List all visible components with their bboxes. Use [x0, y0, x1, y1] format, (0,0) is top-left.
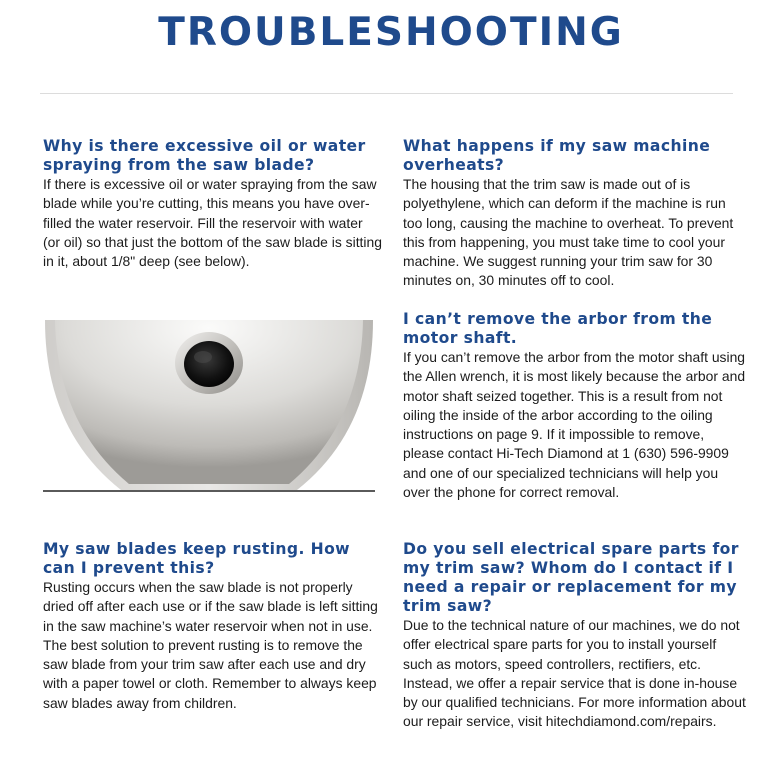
- page-title: TROUBLESHOOTING: [158, 10, 624, 55]
- faq-item-oil-spray: [43, 137, 383, 271]
- faq-question: My saw blades keep rusting. How can I prevent this?: [43, 540, 350, 577]
- saw-blade-photo: [43, 320, 375, 494]
- title-divider: [40, 93, 733, 94]
- faq-answer: Due to the technical nature of our machines, we do not offer electrical spare parts for you to install yourself such as motors, speed controllers, rectifiers, etc. Instead, we offer a repair service that is done in-house by our qualified technicians. For more information about our repair service, visit hitechdiamond.com/repairs.: [403, 617, 746, 730]
- faq-answer: If there is excessive oil or water spraying from the saw blade while you’re cutting, this means you have over-filled the water reservoir. Fill the reservoir with water (or oil) so that just the bottom of the saw blade is sitting in it, about 1/8" deep (see below).: [43, 176, 382, 270]
- faq-question: I can’t remove the arbor from the motor shaft.: [403, 310, 713, 347]
- faq-item-overheat: [403, 137, 748, 291]
- faq-item-rusting: [43, 540, 383, 713]
- faq-answer: The housing that the trim saw is made out of is polyethylene, which can deform if the machine is run too long, causing the machine to overheat. To prevent this from happening, you must take time to cool your machine. We suggest running your trim saw for 30 minutes on, 30 minutes off to cool.: [403, 176, 734, 289]
- faq-answer: Rusting occurs when the saw blade is not properly dried off after each use or if the saw blade is left sitting in the saw machine’s water reservoir when not in use. The best solution to prevent rusting is to remove the saw blade from your trim saw after each use and dry with a paper towel or cloth. Remember to always keep saw blades away from children.: [43, 579, 378, 711]
- faq-item-arbor: [403, 310, 748, 502]
- faq-item-spare-parts: [403, 540, 748, 732]
- faq-answer: If you can’t remove the arbor from the motor shaft using the Allen wrench, it is most likely because the arbor and motor shaft seized together. This is a result from not oiling the inside of the arbor according to the oiling instructions on page 9. If it impossible to remove, please contact Hi-Tech Diamond at 1 (630) 596-9909 and one of our specialized technicians will help you over the phone for correct removal.: [403, 349, 746, 501]
- faq-question: Do you sell electrical spare parts for my trim saw? Whom do I contact if I need a repair or replacement for my trim saw?: [403, 540, 739, 615]
- faq-question: Why is there excessive oil or water spraying from the saw blade?: [43, 137, 366, 174]
- faq-question: What happens if my saw machine overheats?: [403, 137, 711, 174]
